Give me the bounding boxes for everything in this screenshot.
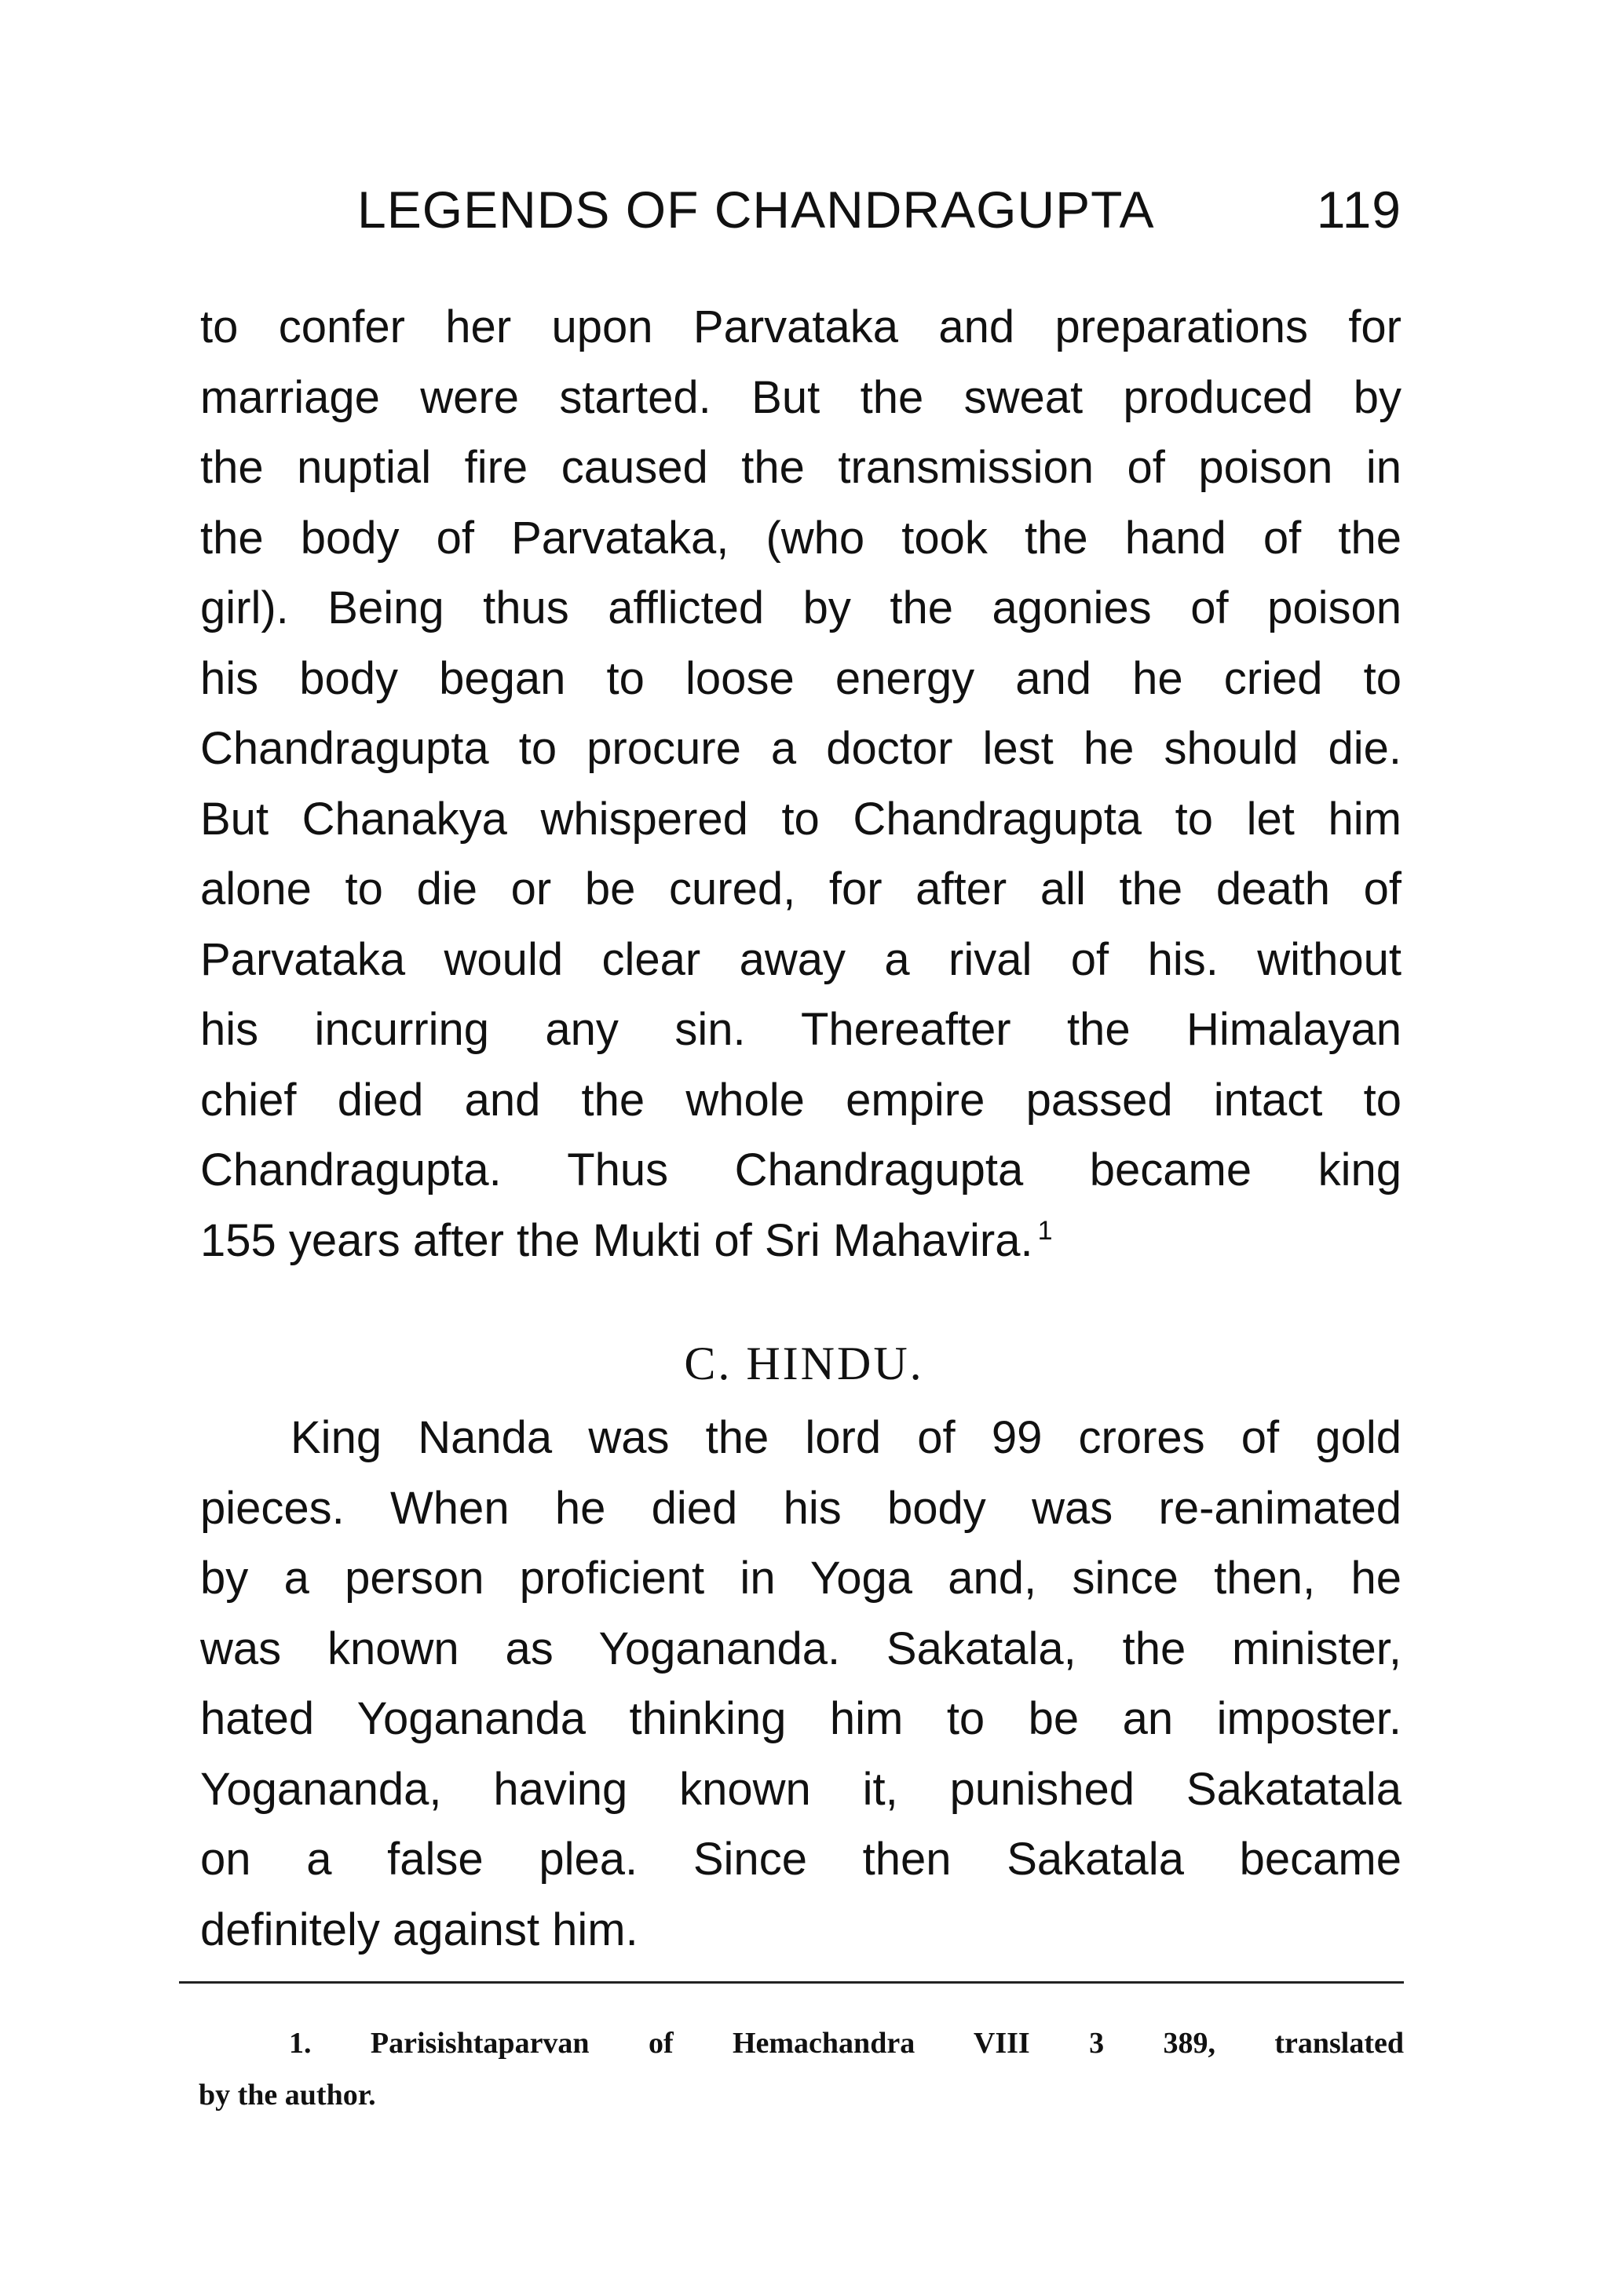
text-line: was known as Yogananda. Sakatala, the minister, [200, 1623, 1402, 1674]
text-line: Chandragupta to procure a doctor lest he should die. [200, 723, 1402, 774]
text-line: Chandragupta. Thus Chandragupta became king [200, 1144, 1402, 1195]
text-line: to confer her upon Parvataka and preparations for [200, 301, 1402, 352]
page-number: 119 [1316, 181, 1402, 239]
paragraph-hindu-account [200, 1403, 1402, 1965]
text-line-content: 155 years after the Mukti of Sri Mahavira. [200, 1214, 1033, 1266]
text-line: girl). Being thus afflicted by the agonies of poison [200, 582, 1402, 633]
footnote-line: by the author. [199, 2079, 376, 2112]
text-line: pieces. When he died his body was re-animated [200, 1482, 1402, 1534]
text-line: on a false plea. Since then Sakatala became [200, 1834, 1402, 1885]
text-line: his incurring any sin. Thereafter the Himalayan [200, 1004, 1402, 1055]
running-head [357, 174, 1402, 245]
footnote-divider [179, 1981, 1404, 1984]
running-head-title: LEGENDS OF CHANDRAGUPTA [357, 181, 1155, 239]
text-line-last [200, 1206, 1402, 1276]
text-line: chief died and the whole empire passed intact to [200, 1074, 1402, 1126]
text-line-first: King Nanda was the lord of 99 crores of gold [291, 1412, 1402, 1463]
footnote [199, 2017, 1404, 2121]
section-heading: C. HINDU. [684, 1338, 924, 1389]
footnote-reference: 1 [1037, 1216, 1053, 1247]
footnote-line: 1. Parisishtaparvan of Hemachandra VIII 3 389, translated [289, 2027, 1404, 2060]
text-line-last: definitely against him. [200, 1904, 638, 1955]
text-line: But Chanakya whispered to Chandragupta to let him [200, 793, 1402, 845]
text-line: marriage were started. But the sweat produced by [200, 371, 1402, 423]
text-line: Parvataka would clear away a rival of his. without [200, 933, 1402, 985]
text-line: the body of Parvataka, (who took the hand of the [200, 512, 1402, 564]
paragraph-jain-account [200, 292, 1402, 1276]
text-line: hated Yogananda thinking him to be an imposter. [200, 1693, 1402, 1744]
text-line: Yogananda, having known it, punished Sakatatala [200, 1763, 1402, 1815]
text-line: by a person proficient in Yoga and, since then, he [200, 1553, 1402, 1604]
text-line: the nuptial fire caused the transmission of poison in [200, 442, 1402, 493]
text-line: his body began to loose energy and he cried to [200, 652, 1402, 704]
text-line: alone to die or be cured, for after all the death of [200, 863, 1402, 914]
